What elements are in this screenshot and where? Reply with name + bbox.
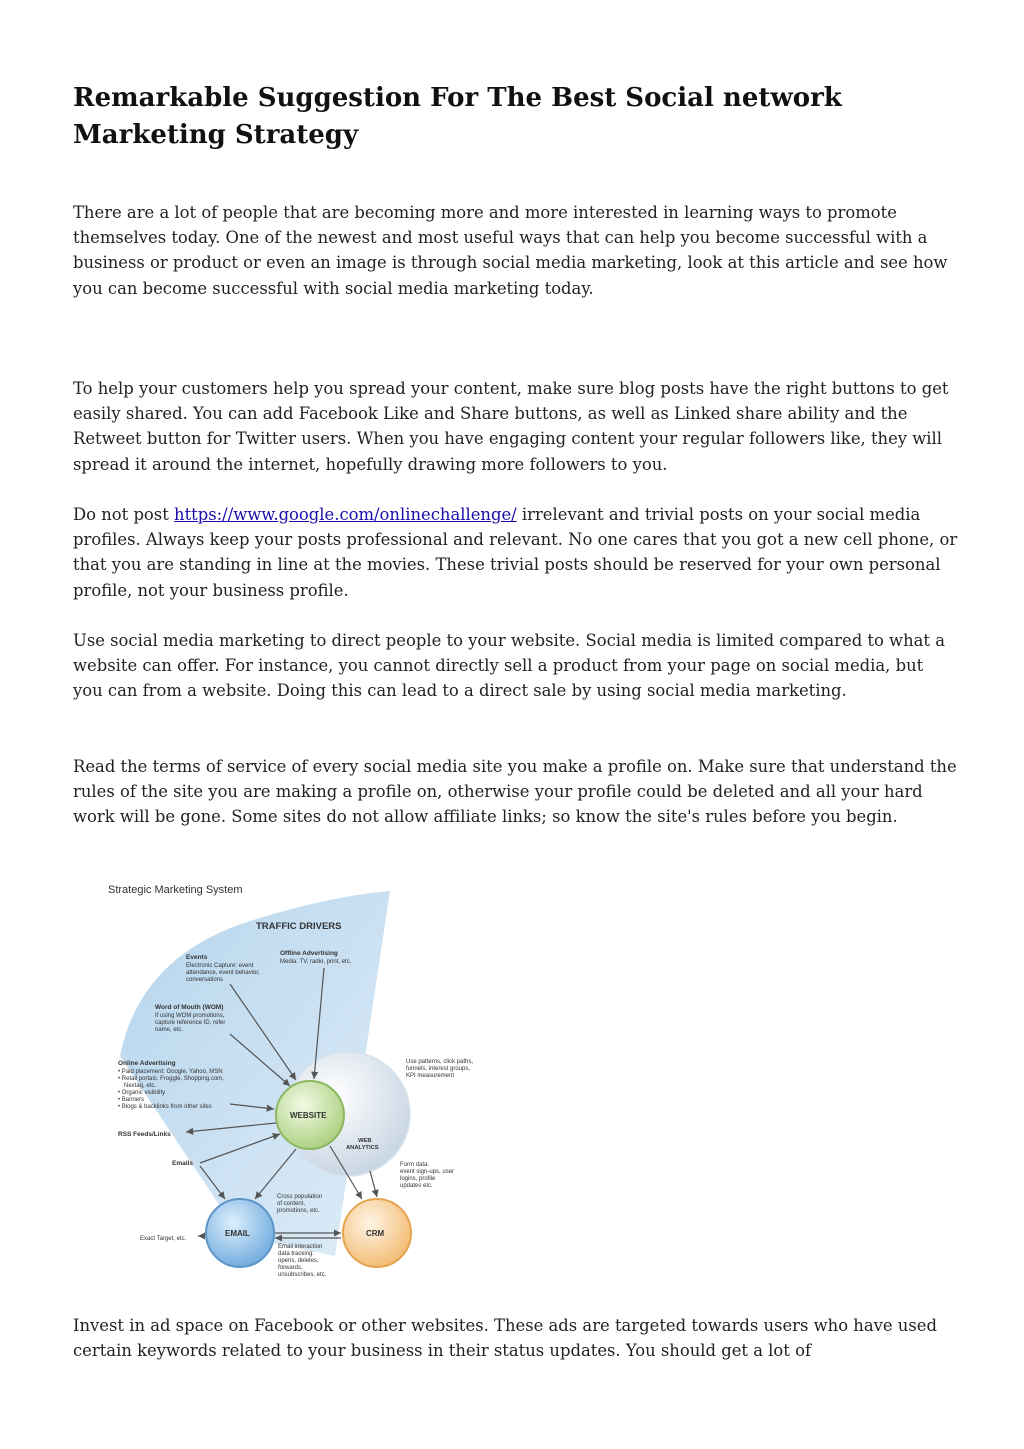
article-title: Remarkable Suggestion For The Best Social network Marketing Strategy [73,83,842,150]
email-tracking-notes: forwards, [278,1265,303,1271]
paragraph-share-buttons: To help your customers help you spread your content, make sure blog posts have the right buttons to get easily shared. You can add Facebook Like and Share buttons, as well as Linked share ability and the Retweet button for Twitter users. When you have engaging content your regular followers like, they will spread it around the internet, hopefully drawing more followers to you. [73,379,949,474]
paragraph-intro: There are a lot of people that are becoming more and more interested in learning ways to promote themselves today. One of the newest and most useful ways that can help you become successful with a business or product or even an image is through social media marketing, look at this article and see how you can become successful with social media marketing today. [73,203,948,298]
analytics-notes: KPI measurement [406,1073,455,1079]
analytics-notes: funnels, interest groups, [406,1066,471,1072]
paragraph-text: Do not post [73,505,175,524]
form-data-notes: event sign-ups, user [400,1169,455,1175]
paragraph-website: Use social media marketing to direct people to your website. Social media is limited compared to what a website can offer. For instance, you cannot directly sell a product from your page on social media, but you can from a website. Doing this can lead to a direct sale by using social media marketing. [73,631,945,701]
events-text: conversations [186,977,224,983]
online-advertising-text: • Organic visibility [118,1090,166,1096]
paragraph-ad-space: Invest in ad space on Facebook or other websites. These ads are targeted towards users who have used certain keywords related to your business in their status updates. You should get a lot of [73,1316,937,1361]
events-heading: Events [186,954,208,961]
events-text: Electronic Capture: event [186,963,254,969]
word-of-mouth-text: If using WOM promotions, [155,1013,225,1019]
online-advertising-heading: Online Advertising [118,1060,176,1067]
email-tracking-notes: Email interaction [278,1244,323,1250]
exact-target-label: Exact Target, etc. [140,1236,187,1242]
word-of-mouth-heading: Word of Mouth (WOM) [155,1004,224,1011]
email-tracking-notes: unsubscribes, etc. [278,1272,327,1278]
paragraph-text: irrelevant and trivial posts on your social media profiles. Always keep your posts professional and relevant. No one cares that you got a new cell phone, or that you are standing in line at the movies. These trivial posts should be reserved for your own personal profile, not your business profile. [73,505,958,600]
paragraph-trivial-posts [73,502,958,603]
events-text: attendance, event behavior, [186,970,260,976]
cross-population-notes: promotions, etc. [277,1208,320,1214]
traffic-drivers-label: TRAFFIC DRIVERS [256,921,342,932]
email-tracking-notes: opens, deletes, [278,1258,319,1264]
online-advertising-text: Nextag, etc. [124,1083,157,1089]
paragraph-terms-of-service: Read the terms of service of every social media site you make a profile on. Make sure that understand the rules of the site you are making a profile on, otherwise your profile could be deleted and all your hard work will be gone. Some sites do not allow affiliate links; so know the site's rules before you begin. [73,757,957,827]
website-label: WEBSITE [290,1111,327,1120]
cross-population-notes: of content, [277,1201,306,1207]
online-advertising-text: • Blogs & backlinks from other sites [118,1104,212,1110]
form-data-notes: Form data: [400,1162,430,1168]
strategic-marketing-diagram [100,876,510,1288]
word-of-mouth-text: name, etc. [155,1027,184,1033]
form-data-notes: updates etc. [400,1183,433,1189]
email-tracking-notes: data tracking: [278,1251,315,1257]
web-analytics-label: WEB [358,1138,372,1144]
email-label: EMAIL [225,1229,250,1238]
emails-label: Emails [172,1160,193,1167]
online-advertising-text: • Banners [118,1097,145,1103]
analytics-notes: Use patterns, click paths, [406,1059,474,1065]
offline-advertising-text: Media: TV, radio, print, etc. [280,959,352,965]
form-data-notes: logins, profile [400,1176,436,1182]
online-advertising-text: • Retail portals: Froggle, Shopping.com, [118,1076,224,1082]
diagram-title: Strategic Marketing System [108,884,243,896]
web-analytics-label: ANALYTICS [346,1145,379,1151]
word-of-mouth-text: capture reference ID, refer [155,1020,226,1026]
crm-label: CRM [366,1229,385,1238]
google-challenge-link[interactable]: https://www.google.com/onlinechallenge/ [174,505,517,524]
cross-population-notes: Cross population [277,1194,323,1200]
rss-feeds-label: RSS Feeds/Links [118,1131,171,1138]
online-advertising-text: • Paid placement: Google, Yahoo, MSN [118,1069,223,1075]
offline-advertising-heading: Offline Advertising [280,950,338,957]
